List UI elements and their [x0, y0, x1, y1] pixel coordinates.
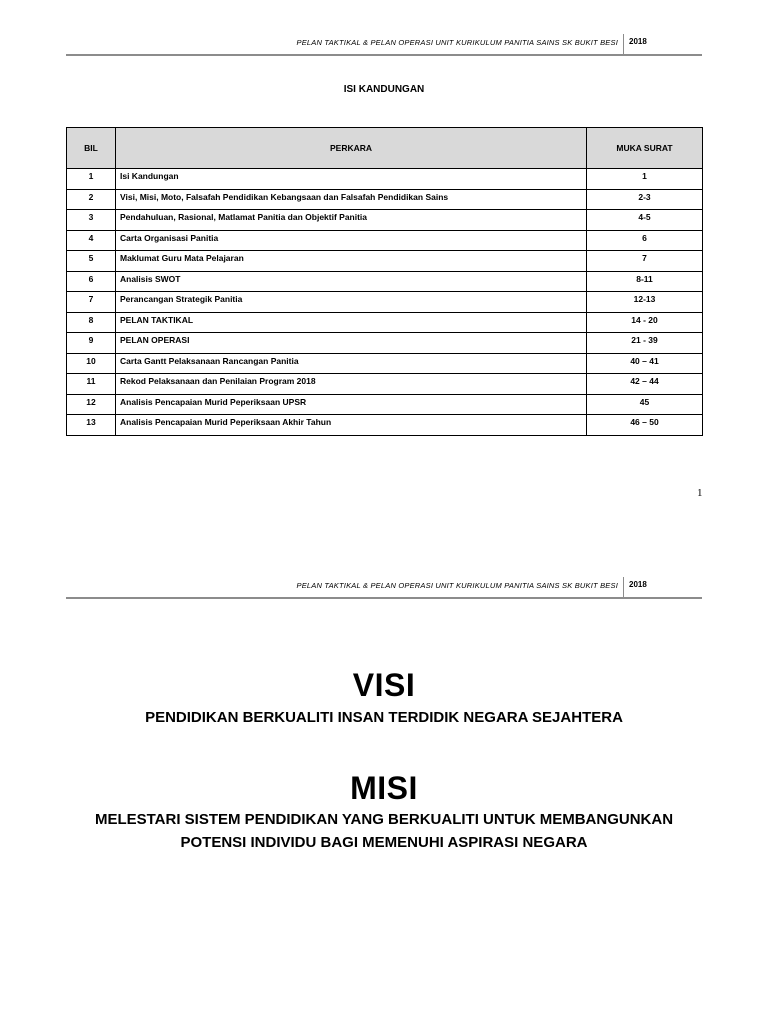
- row-muka-surat: 14 - 20: [587, 312, 703, 333]
- table-row: [67, 230, 703, 251]
- row-muka-surat: 42 – 44: [587, 374, 703, 395]
- row-bil: 2: [67, 189, 116, 210]
- row-bil: 12: [67, 394, 116, 415]
- toc-header-row: [67, 128, 703, 169]
- row-perkara: Analisis Pencapaian Murid Peperiksaan Akhir Tahun: [116, 415, 587, 436]
- header-title: PELAN TAKTIKAL & PELAN OPERASI UNIT KURIKULUM PANITIA SAINS SK BUKIT BESI: [296, 581, 618, 590]
- row-perkara: Pendahuluan, Rasional, Matlamat Panitia dan Objektif Panitia: [116, 210, 587, 231]
- row-perkara: Carta Organisasi Panitia: [116, 230, 587, 251]
- column-header-perkara: PERKARA: [116, 128, 587, 169]
- row-muka-surat: 12-13: [587, 292, 703, 313]
- row-muka-surat: 4-5: [587, 210, 703, 231]
- table-row: [67, 210, 703, 231]
- row-muka-surat: 8-11: [587, 271, 703, 292]
- row-perkara: Analisis SWOT: [116, 271, 587, 292]
- header-title: PELAN TAKTIKAL & PELAN OPERASI UNIT KURIKULUM PANITIA SAINS SK BUKIT BESI: [296, 38, 618, 47]
- row-bil: 4: [67, 230, 116, 251]
- row-muka-surat: 7: [587, 251, 703, 272]
- row-muka-surat: 2-3: [587, 189, 703, 210]
- row-bil: 5: [67, 251, 116, 272]
- table-row: [67, 292, 703, 313]
- table-row: [67, 415, 703, 436]
- table-row: [67, 169, 703, 190]
- row-perkara: PELAN TAKTIKAL: [116, 312, 587, 333]
- page-number: 1: [697, 487, 703, 499]
- row-muka-surat: 6: [587, 230, 703, 251]
- table-row: [67, 189, 703, 210]
- toc-body: [67, 169, 703, 436]
- row-bil: 10: [67, 353, 116, 374]
- header-divider: [623, 577, 624, 597]
- row-bil: 6: [67, 271, 116, 292]
- misi-statement: [0, 808, 768, 854]
- table-row: [67, 394, 703, 415]
- visi-heading: VISI: [352, 667, 416, 703]
- misi-line-2: POTENSI INDIVIDU BAGI MEMENUHI ASPIRASI NEGARA: [180, 834, 588, 851]
- header-divider: [623, 34, 624, 54]
- toc-title: ISI KANDUNGAN: [343, 84, 425, 95]
- row-perkara: Isi Kandungan: [116, 169, 587, 190]
- misi-line-1: MELESTARI SISTEM PENDIDIKAN YANG BERKUALITI UNTUK MEMBANGUNKAN: [94, 811, 674, 828]
- page-header: [66, 575, 702, 599]
- table-row: [67, 333, 703, 354]
- row-muka-surat: 45: [587, 394, 703, 415]
- misi-heading: MISI: [350, 770, 418, 806]
- row-bil: 11: [67, 374, 116, 395]
- row-muka-surat: 21 - 39: [587, 333, 703, 354]
- row-muka-surat: 1: [587, 169, 703, 190]
- row-bil: 3: [67, 210, 116, 231]
- row-bil: 9: [67, 333, 116, 354]
- row-bil: 13: [67, 415, 116, 436]
- header-year: 2018: [629, 580, 647, 589]
- row-bil: 8: [67, 312, 116, 333]
- row-perkara: Visi, Misi, Moto, Falsafah Pendidikan Kebangsaan dan Falsafah Pendidikan Sains: [116, 189, 587, 210]
- row-bil: 1: [67, 169, 116, 190]
- row-perkara: PELAN OPERASI: [116, 333, 587, 354]
- row-perkara: Rekod Pelaksanaan dan Penilaian Program 2018: [116, 374, 587, 395]
- table-row: [67, 251, 703, 272]
- row-perkara: Maklumat Guru Mata Pelajaran: [116, 251, 587, 272]
- page-header: [66, 32, 702, 56]
- header-year: 2018: [629, 37, 647, 46]
- table-row: [67, 374, 703, 395]
- visi-statement: PENDIDIKAN BERKUALITI INSAN TERDIDIK NEGARA SEJAHTERA: [145, 709, 623, 726]
- column-header-bil: BIL: [67, 128, 116, 169]
- row-perkara: Analisis Pencapaian Murid Peperiksaan UPSR: [116, 394, 587, 415]
- row-bil: 7: [67, 292, 116, 313]
- table-row: [67, 271, 703, 292]
- row-muka-surat: 40 – 41: [587, 353, 703, 374]
- row-perkara: Carta Gantt Pelaksanaan Rancangan Panitia: [116, 353, 587, 374]
- row-muka-surat: 46 – 50: [587, 415, 703, 436]
- row-perkara: Perancangan Strategik Panitia: [116, 292, 587, 313]
- table-row: [67, 312, 703, 333]
- column-header-muka-surat: MUKA SURAT: [587, 128, 703, 169]
- toc-table: [66, 127, 703, 436]
- table-row: [67, 353, 703, 374]
